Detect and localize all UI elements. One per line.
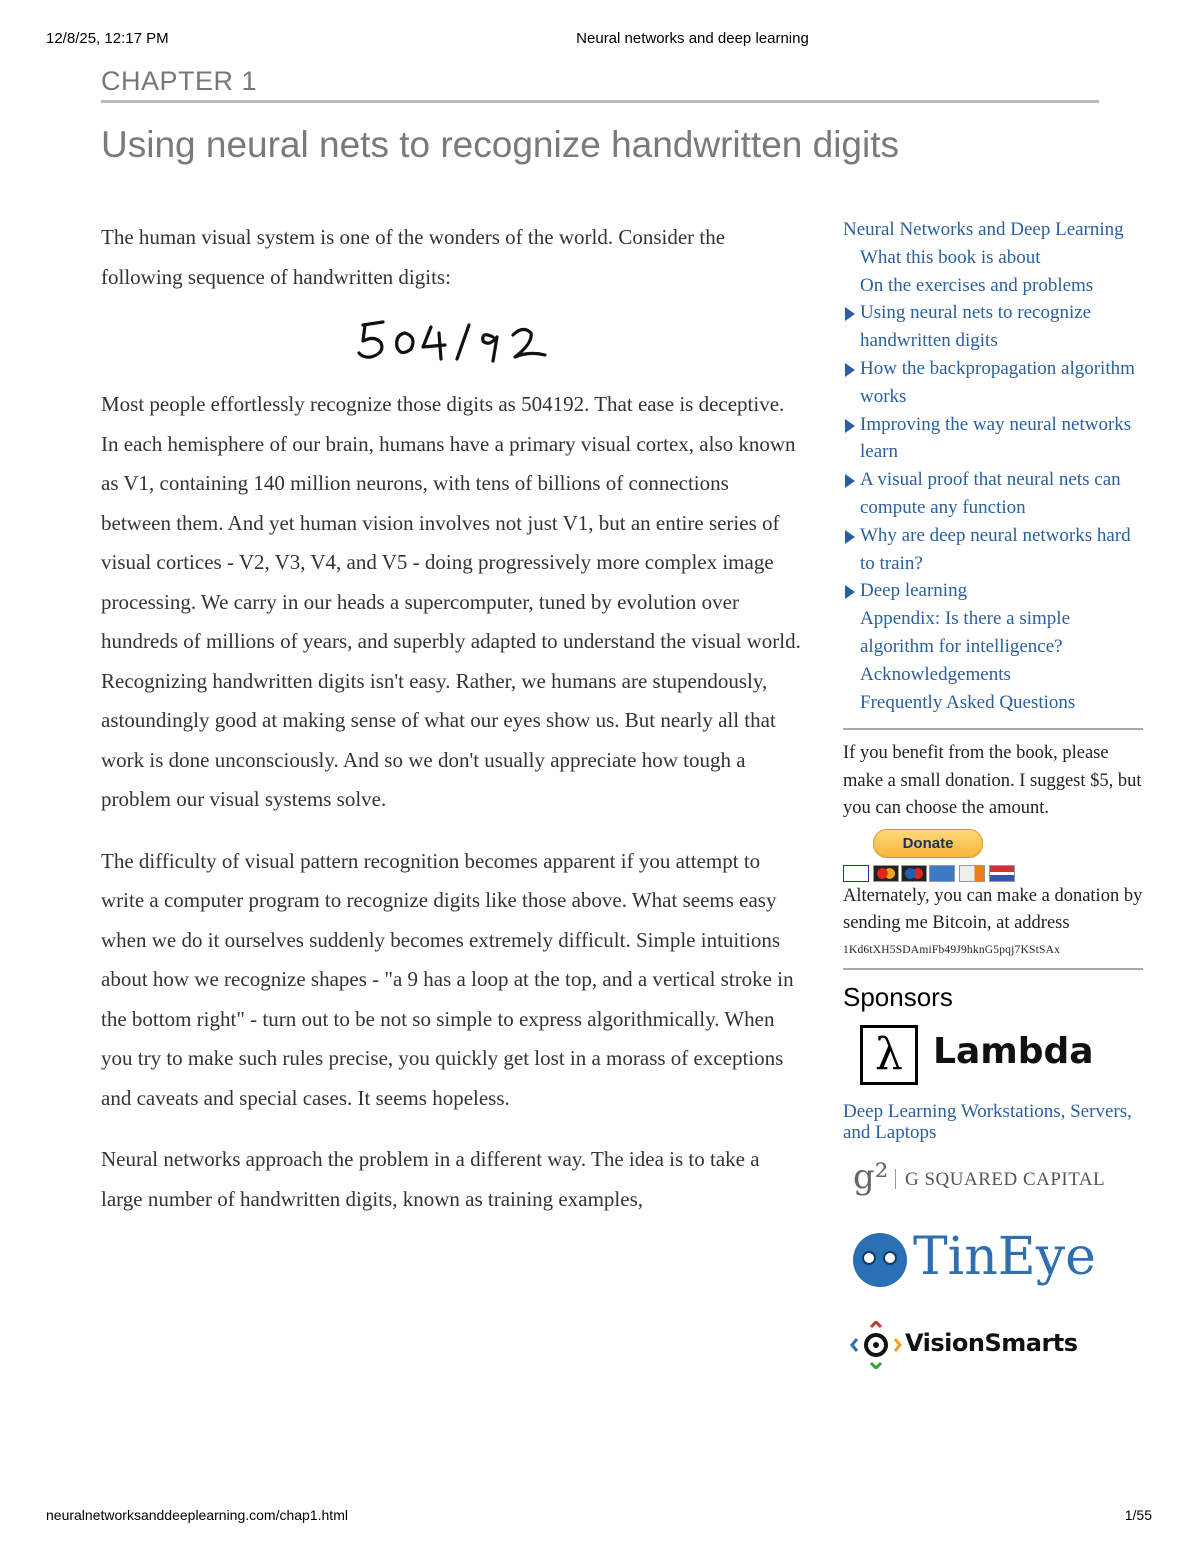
main-content — [101, 218, 801, 1219]
toc-item[interactable] — [843, 299, 1148, 355]
toc-item-label: Why are deep neural networks hard to train? — [860, 524, 1131, 574]
toc-item[interactable] — [843, 355, 1148, 411]
chapter-divider — [101, 100, 1099, 103]
donation-text: If you benefit from the book, please make a small donation. I suggest $5, but you can choose the amount. — [843, 743, 1142, 819]
toc-item[interactable] — [843, 577, 1148, 605]
discover-card-icon — [959, 865, 985, 882]
maestro-card-icon — [901, 865, 927, 882]
expand-arrow-icon[interactable] — [845, 363, 855, 377]
tineye-robot-icon — [853, 1233, 907, 1287]
print-footer — [0, 1507, 1200, 1527]
expand-arrow-icon[interactable] — [845, 307, 855, 321]
print-url: neuralnetworksanddeeplearning.com/chap1.html — [46, 1507, 348, 1523]
expand-arrow-icon[interactable] — [845, 474, 855, 488]
sidebar-divider-2 — [843, 968, 1143, 970]
print-page-number: 1/55 — [1124, 1507, 1152, 1523]
expand-arrow-icon[interactable] — [845, 419, 855, 433]
toc-item-label: How the backpropagation algorithm works — [860, 357, 1135, 407]
gsquared-divider — [895, 1169, 896, 1189]
paragraph-visual-cortex: Most people effortlessly recognize those digits as 504192. That ease is deceptive. In each hemisphere of our brain, humans have a primary visual cortex, also known as V1, containing 140 million neurons, with tens of billions of connections between them. And yet human vision involves not just V1, but an entire series of visual cortices - V2, V3, V4, and V5 - doing progressively more complex image processing. We carry in our heads a supercomputer, tuned by evolution over hundreds of millions of years, and superbly adapted to understand the visual world. Recognizing handwritten digits isn't easy. Rather, we humans are stupendously, astoundingly good at making sense of what our eyes show us. But nearly all that work is done unconsciously. And so we don't usually appreciate how tough a problem our visual systems solve. — [101, 392, 801, 811]
toc-item-label: Neural Networks and Deep Learning — [843, 219, 1124, 240]
visionsmarts-sponsor-logo[interactable] — [843, 1313, 1148, 1375]
toc-item[interactable] — [843, 411, 1148, 467]
visa-card-icon — [843, 865, 869, 882]
chapter-label: CHAPTER 1 — [101, 66, 258, 96]
bitcoin-address: 1Kd6tXH5SDAmiFb49J9hknG5pqj7KStSAx — [843, 943, 1061, 956]
mastercard-icon — [873, 865, 899, 882]
toc-item-label: A visual proof that neural nets can compute any function — [860, 469, 1121, 518]
sidebar — [843, 216, 1148, 1375]
toc-item[interactable] — [843, 466, 1148, 522]
gsquared-icon: g² — [853, 1156, 889, 1197]
toc-item-label: Acknowledgements — [860, 663, 1011, 685]
tineye-sponsor-logo[interactable] — [843, 1227, 1148, 1299]
sponsors-heading: Sponsors — [843, 981, 953, 1012]
generic-card-icon — [989, 865, 1015, 882]
paragraph-intro: The human visual system is one of the wonders of the world. Consider the following sequence of handwritten digits: — [101, 225, 726, 289]
toc-item-label: Deep learning — [860, 580, 968, 602]
lambda-sponsor-logo[interactable] — [843, 1025, 1148, 1095]
expand-arrow-icon[interactable] — [845, 530, 855, 544]
toc-item-label: Appendix: Is there a simple algorithm for intelligence? — [860, 608, 1071, 657]
gsquared-wordmark: G SQUARED CAPITAL — [905, 1168, 1106, 1190]
expand-arrow-icon[interactable] — [845, 585, 855, 599]
toc-item[interactable] — [843, 216, 1148, 244]
amex-card-icon — [929, 865, 955, 882]
tineye-wordmark: TinEye — [913, 1226, 1096, 1287]
gsquared-sponsor-logo[interactable] — [843, 1157, 1148, 1207]
toc-item-label: On the exercises and problems — [860, 274, 1094, 296]
paragraph-neural-networks: Neural networks approach the problem in a different way. The idea is to take a large number of handwritten digits, known as training examples, — [101, 1147, 760, 1211]
toc-item[interactable] — [843, 244, 1148, 272]
toc-item-label: What this book is about — [860, 246, 1041, 268]
sidebar-divider — [843, 728, 1143, 730]
visionsmarts-icon — [849, 1321, 903, 1369]
table-of-contents — [843, 216, 1148, 716]
toc-item[interactable] — [843, 272, 1148, 300]
toc-item-label: Improving the way neural networks learn — [860, 413, 1132, 463]
toc-item-label: Frequently Asked Questions — [860, 691, 1076, 713]
toc-item[interactable] — [843, 661, 1148, 689]
lambda-sponsor-link[interactable]: Deep Learning Workstations, Servers, and Laptops — [843, 1100, 1132, 1143]
toc-item[interactable] — [843, 689, 1148, 717]
handwritten-digits-image — [353, 313, 553, 367]
donate-button[interactable]: Donate — [873, 829, 983, 858]
lambda-wordmark: Lambda — [933, 1030, 1094, 1072]
paragraph-difficulty: The difficulty of visual pattern recognition becomes apparent if you attempt to write a computer program to recognize digits like those above. What seems easy when we do it ourselves suddenly becomes extremely difficult. Simple intuitions about how we recognize shapes - "a 9 has a loop at the top, and a vertical stroke in the bottom right" - turn out to be not so simple to express algorithmically. When you try to make such rules precise, you quickly get lost in a morass of exceptions and caveats and special cases. It seems hopeless. — [101, 848, 794, 1110]
print-date: 12/8/25, 12:17 PM — [46, 30, 169, 47]
page-title: Using neural nets to recognize handwritten digits — [101, 124, 900, 165]
print-header — [0, 30, 1200, 50]
lambda-icon: λ — [860, 1025, 918, 1085]
toc-item[interactable] — [843, 605, 1148, 661]
visionsmarts-wordmark: VisionSmarts — [905, 1328, 1078, 1357]
toc-item[interactable] — [843, 522, 1148, 578]
toc-item-label: Using neural nets to recognize handwritten digits — [860, 302, 1092, 352]
donate-section — [843, 823, 1148, 883]
bitcoin-text: Alternately, you can make a donation by sending me Bitcoin, at address — [843, 885, 1143, 934]
print-title: Neural networks and deep learning — [576, 30, 809, 47]
